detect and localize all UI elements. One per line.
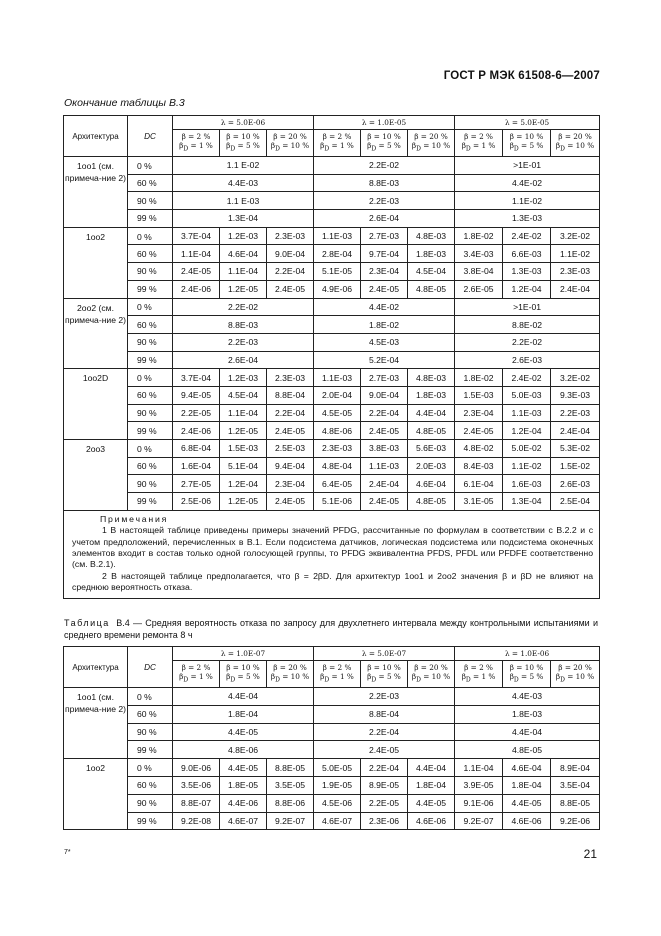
value-cell: 9.3E-03 — [551, 386, 600, 404]
value-cell: 4.4E-04 — [173, 688, 314, 706]
table-b4-caption — [64, 617, 598, 641]
table-row — [64, 263, 600, 281]
beta-header: β = 20 % $\beta_D = 10$ % — [408, 130, 455, 157]
dc-cell: 0 % — [128, 688, 173, 706]
value-cell: 2.4E-05 — [314, 741, 455, 759]
beta-header: β = 10 % $\beta_D = 5$ % — [503, 661, 551, 688]
value-cell: 2.4E-02 — [503, 227, 551, 245]
header-row — [64, 116, 600, 130]
table-row — [64, 440, 600, 458]
value-cell: 2.6E-03 — [551, 475, 600, 493]
value-cell: 9.7E-04 — [361, 245, 408, 263]
value-cell: 2.8E-04 — [314, 245, 361, 263]
table-b4 — [63, 646, 600, 830]
value-cell: 4.8E-06 — [314, 422, 361, 440]
dc-cell: 0 % — [128, 440, 173, 458]
architecture-cell: 1oo1 (см. примеча-ние 2) — [64, 157, 128, 228]
value-cell: 2.4E-05 — [361, 280, 408, 298]
table-row — [64, 351, 600, 369]
value-cell: 1.3E-04 — [503, 493, 551, 511]
dc-cell: 60 % — [128, 386, 173, 404]
value-cell: 4.5E-04 — [408, 263, 455, 281]
value-cell: 2.2E-02 — [455, 333, 600, 351]
dc-cell: 99 % — [128, 280, 173, 298]
value-cell: 1.3E-03 — [455, 210, 600, 228]
value-cell: 1.1 E-03 — [173, 192, 314, 210]
value-cell: 4.5E-06 — [314, 794, 361, 812]
value-cell: 4.8E-03 — [408, 369, 455, 387]
lambda-header: λ = 5.0E-07 — [314, 647, 455, 661]
value-cell: 9.2E-08 — [173, 812, 220, 830]
col-header-architecture: Архитектура — [64, 116, 128, 157]
note-1: 1 В настоящей таблице приведены примеры значений PFDG, рассчитанные по формулам в соответствии с B.2.2 и с учетом предположений, перечисленных в B.1. Если подсистема датчиков, логическая подсистема или подсистема оконечных элементов входит в состав только одной голосующей группы, то PFDG эквивалентна PFDS, PFDL или PFDFE соответственно (см. B.2.1). — [72, 525, 594, 570]
dc-cell: 60 % — [128, 457, 173, 475]
value-cell: 4.8E-04 — [314, 457, 361, 475]
dc-cell: 90 % — [128, 192, 173, 210]
value-cell: 2.3E-03 — [267, 227, 314, 245]
value-cell: 4.4E-04 — [455, 723, 600, 741]
value-cell: 4.6E-04 — [408, 475, 455, 493]
beta-header: β = 20 % $\beta_D = 10$ % — [267, 661, 314, 688]
value-cell: 1.8E-05 — [220, 776, 267, 794]
caption-text: B.4 — Средняя вероятность отказа по запросу для двухлетнего интервала между контрольными испытаниями и среднего времени ремонта 8 ч — [64, 618, 598, 641]
notes-row — [64, 510, 600, 598]
value-cell: 2.4E-05 — [173, 263, 220, 281]
value-cell: 4.4E-05 — [408, 794, 455, 812]
value-cell: 2.5E-04 — [551, 493, 600, 511]
value-cell: 4.4E-04 — [408, 404, 455, 422]
value-cell: >1E-01 — [455, 157, 600, 175]
value-cell: 2.2E-02 — [314, 157, 455, 175]
value-cell: 1.1E-03 — [314, 227, 361, 245]
value-cell: 5.2E-04 — [314, 351, 455, 369]
value-cell: 1.6E-03 — [503, 475, 551, 493]
table-row — [64, 316, 600, 334]
dc-cell: 99 % — [128, 351, 173, 369]
value-cell: 2.4E-04 — [551, 280, 600, 298]
beta-header: β = 2 % $\beta_D = 1$ % — [455, 661, 503, 688]
value-cell: 1.3E-03 — [503, 263, 551, 281]
dc-cell: 99 % — [128, 493, 173, 511]
dc-cell: 90 % — [128, 333, 173, 351]
dc-cell: 99 % — [128, 210, 173, 228]
value-cell: 1.1E-04 — [173, 245, 220, 263]
table-row — [64, 404, 600, 422]
value-cell: 1.5E-03 — [455, 386, 503, 404]
value-cell: 2.3E-03 — [267, 369, 314, 387]
value-cell: 2.5E-03 — [267, 440, 314, 458]
value-cell: 5.1E-06 — [314, 493, 361, 511]
value-cell: 2.6E-03 — [455, 351, 600, 369]
value-cell: 1.8E-04 — [173, 705, 314, 723]
beta-header: β = 20 % $\beta_D = 10$ % — [551, 661, 600, 688]
lambda-header: λ = 1.0E-07 — [173, 647, 314, 661]
lambda-header: λ = 1.0E-06 — [455, 647, 600, 661]
table-row — [64, 475, 600, 493]
value-cell: 6.8E-04 — [173, 440, 220, 458]
table-row — [64, 298, 600, 316]
value-cell: 1.1E-02 — [503, 457, 551, 475]
table-row — [64, 794, 600, 812]
dc-cell: 60 % — [128, 776, 173, 794]
value-cell: 2.3E-04 — [361, 263, 408, 281]
value-cell: 4.4E-05 — [503, 794, 551, 812]
value-cell: 1.1E-04 — [220, 404, 267, 422]
value-cell: 9.0E-04 — [361, 386, 408, 404]
beta-header: β = 20 % $\beta_D = 10$ % — [408, 661, 455, 688]
value-cell: 2.7E-03 — [361, 369, 408, 387]
value-cell: 1.6E-04 — [173, 457, 220, 475]
lambda-header: λ = 1.0E-05 — [314, 116, 455, 130]
value-cell: 9.2E-06 — [551, 812, 600, 830]
value-cell: 2.6E-05 — [455, 280, 503, 298]
value-cell: 4.6E-04 — [220, 245, 267, 263]
value-cell: 2.4E-05 — [267, 493, 314, 511]
value-cell: 6.4E-05 — [314, 475, 361, 493]
table-row — [64, 493, 600, 511]
value-cell: 8.8E-03 — [314, 174, 455, 192]
value-cell: 2.4E-05 — [267, 280, 314, 298]
value-cell: 8.4E-03 — [455, 457, 503, 475]
beta-header: β = 10 % $\beta_D = 5$ % — [361, 661, 408, 688]
value-cell: 1.1E-03 — [503, 404, 551, 422]
value-cell: 5.3E-02 — [551, 440, 600, 458]
value-cell: 2.6E-04 — [173, 351, 314, 369]
value-cell: 2.2E-03 — [314, 192, 455, 210]
value-cell: 4.6E-06 — [408, 812, 455, 830]
value-cell: 1.8E-04 — [503, 776, 551, 794]
value-cell: 5.1E-05 — [314, 263, 361, 281]
value-cell: 8.8E-03 — [173, 316, 314, 334]
value-cell: 1.2E-05 — [220, 422, 267, 440]
table-row — [64, 422, 600, 440]
dc-cell: 0 % — [128, 157, 173, 175]
dc-cell: 99 % — [128, 422, 173, 440]
value-cell: 9.4E-04 — [267, 457, 314, 475]
beta-header: β = 10 % $\beta_D = 5$ % — [361, 130, 408, 157]
value-cell: 3.1E-05 — [455, 493, 503, 511]
beta-header: β = 20 % $\beta_D = 10$ % — [267, 130, 314, 157]
value-cell: 1.2E-04 — [503, 280, 551, 298]
dc-cell: 0 % — [128, 759, 173, 777]
value-cell: 8.8E-04 — [267, 386, 314, 404]
beta-header: β = 10 % $\beta_D = 5$ % — [220, 661, 267, 688]
value-cell: 2.2E-04 — [267, 263, 314, 281]
value-cell: 2.7E-03 — [361, 227, 408, 245]
value-cell: 8.8E-05 — [551, 794, 600, 812]
value-cell: 9.0E-06 — [173, 759, 220, 777]
value-cell: 4.4E-02 — [455, 174, 600, 192]
value-cell: 2.6E-04 — [314, 210, 455, 228]
table-row — [64, 386, 600, 404]
value-cell: 2.7E-05 — [173, 475, 220, 493]
value-cell: 2.4E-05 — [361, 493, 408, 511]
dc-cell: 60 % — [128, 245, 173, 263]
dc-cell: 99 % — [128, 812, 173, 830]
value-cell: 5.6E-03 — [408, 440, 455, 458]
value-cell: 3.7E-04 — [173, 227, 220, 245]
value-cell: 3.4E-03 — [455, 245, 503, 263]
page-number: 21 — [583, 847, 597, 861]
value-cell: 3.5E-04 — [551, 776, 600, 794]
value-cell: 2.2E-04 — [361, 759, 408, 777]
value-cell: 8.8E-04 — [314, 705, 455, 723]
value-cell: 4.8E-02 — [455, 440, 503, 458]
value-cell: 1.3E-04 — [173, 210, 314, 228]
value-cell: 4.4E-05 — [220, 759, 267, 777]
beta-header: β = 20 % $\beta_D = 10$ % — [551, 130, 600, 157]
value-cell: 1.8E-03 — [408, 386, 455, 404]
table-b3-caption: Окончание таблицы B.3 — [64, 97, 185, 109]
architecture-cell: 1oo2 — [64, 227, 128, 298]
value-cell: 3.8E-03 — [361, 440, 408, 458]
table-row — [64, 227, 600, 245]
table-row — [64, 457, 600, 475]
value-cell: 2.4E-05 — [361, 422, 408, 440]
value-cell: 4.8E-05 — [408, 280, 455, 298]
value-cell: 1.8E-02 — [314, 316, 455, 334]
value-cell: 1.2E-05 — [220, 493, 267, 511]
table-row — [64, 280, 600, 298]
dc-cell: 90 % — [128, 404, 173, 422]
value-cell: 9.2E-07 — [267, 812, 314, 830]
value-cell: 5.0E-05 — [314, 759, 361, 777]
value-cell: 4.4E-04 — [408, 759, 455, 777]
value-cell: 1.8E-03 — [408, 245, 455, 263]
table-row — [64, 369, 600, 387]
value-cell: 3.2E-02 — [551, 369, 600, 387]
value-cell: 2.2E-04 — [361, 404, 408, 422]
value-cell: 9.2E-07 — [455, 812, 503, 830]
value-cell: 1.2E-03 — [220, 369, 267, 387]
dc-cell: 90 % — [128, 263, 173, 281]
value-cell: 4.4E-02 — [314, 298, 455, 316]
value-cell: 8.8E-07 — [173, 794, 220, 812]
value-cell: 3.8E-04 — [455, 263, 503, 281]
value-cell: 3.2E-02 — [551, 227, 600, 245]
signature-mark: 7* — [64, 849, 71, 856]
value-cell: 4.4E-03 — [455, 688, 600, 706]
value-cell: 4.8E-06 — [173, 741, 314, 759]
value-cell: 2.0E-04 — [314, 386, 361, 404]
value-cell: 3.5E-05 — [267, 776, 314, 794]
table-row — [64, 192, 600, 210]
table-row — [64, 812, 600, 830]
header-row — [64, 647, 600, 661]
value-cell: 4.8E-05 — [408, 493, 455, 511]
value-cell: 1.5E-02 — [551, 457, 600, 475]
value-cell: 1.8E-04 — [408, 776, 455, 794]
value-cell: 1.9E-05 — [314, 776, 361, 794]
dc-cell: 90 % — [128, 794, 173, 812]
value-cell: 1.2E-04 — [220, 475, 267, 493]
table-row — [64, 333, 600, 351]
value-cell: 9.0E-04 — [267, 245, 314, 263]
value-cell: 4.6E-07 — [314, 812, 361, 830]
note-2: 2 В настоящей таблице предполагается, что β = 2βD. Для архитектур 1oo1 и 2oo2 значения β и βD не влияют на среднюю вероятность отказа. — [72, 570, 594, 593]
value-cell: 4.4E-03 — [173, 174, 314, 192]
table-row — [64, 776, 600, 794]
value-cell: 4.6E-06 — [503, 812, 551, 830]
table-row — [64, 741, 600, 759]
table-b3-end — [63, 115, 600, 599]
value-cell: 9.1E-06 — [455, 794, 503, 812]
document-id: ГОСТ Р МЭК 61508-6—2007 — [443, 70, 600, 82]
value-cell: 1.1E-03 — [361, 457, 408, 475]
value-cell: 2.3E-06 — [361, 812, 408, 830]
value-cell: 8.8E-06 — [267, 794, 314, 812]
beta-header: β = 2 % $\beta_D = 1$ % — [314, 130, 361, 157]
value-cell: 4.9E-06 — [314, 280, 361, 298]
notes-heading: Примечания — [100, 513, 169, 524]
value-cell: 2.4E-06 — [173, 280, 220, 298]
value-cell: 8.9E-04 — [551, 759, 600, 777]
architecture-cell: 1oo2D — [64, 369, 128, 440]
dc-cell: 60 % — [128, 316, 173, 334]
value-cell: 2.4E-04 — [551, 422, 600, 440]
value-cell: 2.2E-03 — [173, 333, 314, 351]
lambda-header: λ = 5.0E-06 — [173, 116, 314, 130]
beta-header: β = 2 % $\beta_D = 1$ % — [455, 130, 503, 157]
beta-header: β = 10 % $\beta_D = 5$ % — [503, 130, 551, 157]
value-cell: 4.6E-07 — [220, 812, 267, 830]
value-cell: 2.2E-05 — [361, 794, 408, 812]
value-cell: 2.2E-03 — [551, 404, 600, 422]
table-row — [64, 245, 600, 263]
value-cell: 1.1 E-02 — [173, 157, 314, 175]
table-row — [64, 705, 600, 723]
dc-cell: 99 % — [128, 741, 173, 759]
value-cell: 4.5E-05 — [314, 404, 361, 422]
value-cell: 5.1E-04 — [220, 457, 267, 475]
value-cell: 1.1E-02 — [551, 245, 600, 263]
architecture-cell: 2oo3 — [64, 440, 128, 511]
table-row — [64, 210, 600, 228]
value-cell: 8.8E-05 — [267, 759, 314, 777]
value-cell: 1.2E-05 — [220, 280, 267, 298]
architecture-cell: 1oo2 — [64, 759, 128, 830]
value-cell: 1.8E-02 — [455, 369, 503, 387]
value-cell: 2.0E-03 — [408, 457, 455, 475]
value-cell: 3.5E-06 — [173, 776, 220, 794]
value-cell: 4.8E-03 — [408, 227, 455, 245]
beta-header: β = 2 % $\beta_D = 1$ % — [173, 661, 220, 688]
value-cell: 2.3E-03 — [551, 263, 600, 281]
table-row — [64, 723, 600, 741]
value-cell: 1.2E-03 — [220, 227, 267, 245]
value-cell: 1.5E-03 — [220, 440, 267, 458]
dc-cell: 0 % — [128, 369, 173, 387]
value-cell: 2.3E-03 — [314, 440, 361, 458]
table-row — [64, 759, 600, 777]
value-cell: 2.2E-05 — [173, 404, 220, 422]
value-cell: 6.1E-04 — [455, 475, 503, 493]
caption-label: Таблица — [64, 618, 110, 628]
value-cell: 3.7E-04 — [173, 369, 220, 387]
value-cell: 2.3E-04 — [267, 475, 314, 493]
value-cell: >1E-01 — [455, 298, 600, 316]
value-cell: 1.1E-02 — [455, 192, 600, 210]
value-cell: 9.4E-05 — [173, 386, 220, 404]
value-cell: 2.2E-02 — [173, 298, 314, 316]
value-cell: 4.4E-05 — [173, 723, 314, 741]
architecture-cell: 2oo2 (см. примеча-ние 2) — [64, 298, 128, 369]
beta-header: β = 2 % $\beta_D = 1$ % — [173, 130, 220, 157]
value-cell: 4.8E-05 — [455, 741, 600, 759]
value-cell: 2.2E-03 — [314, 688, 455, 706]
dc-cell: 90 % — [128, 475, 173, 493]
beta-header: β = 10 % $\beta_D = 5$ % — [220, 130, 267, 157]
value-cell: 1.1E-03 — [314, 369, 361, 387]
value-cell: 2.4E-05 — [455, 422, 503, 440]
value-cell: 4.6E-04 — [503, 759, 551, 777]
value-cell: 2.2E-04 — [314, 723, 455, 741]
value-cell: 6.6E-03 — [503, 245, 551, 263]
value-cell: 2.4E-05 — [267, 422, 314, 440]
value-cell: 2.4E-06 — [173, 422, 220, 440]
value-cell: 1.8E-02 — [455, 227, 503, 245]
value-cell: 1.1E-04 — [220, 263, 267, 281]
value-cell: 4.5E-03 — [314, 333, 455, 351]
beta-header: β = 2 % $\beta_D = 1$ % — [314, 661, 361, 688]
dc-cell: 60 % — [128, 174, 173, 192]
lambda-header: λ = 5.0E-05 — [455, 116, 600, 130]
table-row — [64, 174, 600, 192]
value-cell: 4.4E-06 — [220, 794, 267, 812]
value-cell: 2.3E-04 — [455, 404, 503, 422]
value-cell: 5.0E-03 — [503, 386, 551, 404]
value-cell: 5.0E-02 — [503, 440, 551, 458]
dc-cell: 90 % — [128, 723, 173, 741]
col-header-dc: DC — [128, 116, 173, 157]
value-cell: 8.9E-05 — [361, 776, 408, 794]
table-row — [64, 157, 600, 175]
table-row — [64, 688, 600, 706]
value-cell: 1.2E-04 — [503, 422, 551, 440]
value-cell: 1.8E-03 — [455, 705, 600, 723]
value-cell: 2.4E-04 — [361, 475, 408, 493]
notes-cell — [64, 510, 600, 598]
dc-cell: 60 % — [128, 705, 173, 723]
col-header-architecture: Архитектура — [64, 647, 128, 688]
value-cell: 8.8E-02 — [455, 316, 600, 334]
value-cell: 4.5E-04 — [220, 386, 267, 404]
col-header-dc: DC — [128, 647, 173, 688]
architecture-cell: 1oo1 (см. примеча-ние 2) — [64, 688, 128, 759]
value-cell: 2.4E-02 — [503, 369, 551, 387]
dc-cell: 0 % — [128, 298, 173, 316]
value-cell: 2.5E-06 — [173, 493, 220, 511]
value-cell: 3.9E-05 — [455, 776, 503, 794]
value-cell: 1.1E-04 — [455, 759, 503, 777]
dc-cell: 0 % — [128, 227, 173, 245]
value-cell: 2.2E-04 — [267, 404, 314, 422]
value-cell: 4.8E-05 — [408, 422, 455, 440]
